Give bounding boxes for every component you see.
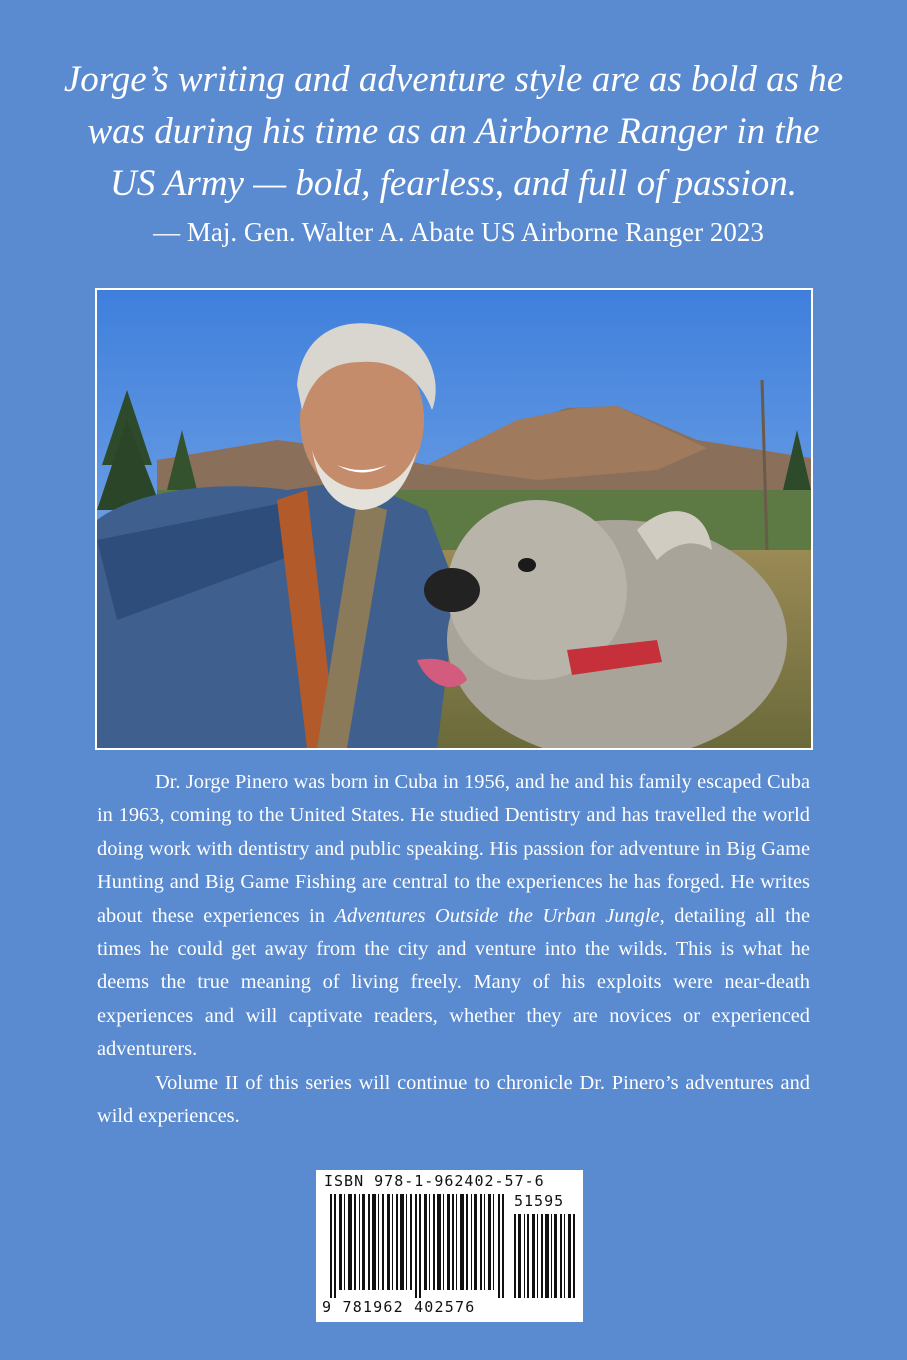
- quote-line: US Army — bold, fearless, and full of passion.: [110, 163, 797, 204]
- isbn-barcode: [316, 1170, 583, 1322]
- author-bio: [97, 766, 810, 1133]
- barcode-digits: 9 781962 402576: [322, 1298, 476, 1316]
- endorsement-quote: [0, 54, 907, 250]
- bio-text: Dr. Jorge Pinero was born in Cuba in 1956, and he and his family escaped Cuba in 1963, coming to the United States. He studied Dentistry and has travelled the world doing work with dentistry and public speaking. His passion for adventure in Big Game Hunting and Big Game Fishing are central to the experiences he has forged. He writes about these experiences in: [97, 771, 810, 927]
- author-photo-illustration: [97, 290, 811, 748]
- ean-bars: [330, 1194, 505, 1298]
- bio-paragraph: Volume II of this series will continue to chronicle Dr. Pinero’s adventures and wild experiences.: [97, 1071, 810, 1128]
- price-code: 51595: [514, 1192, 565, 1210]
- quote-line: was during his time as an Airborne Ranger in the: [87, 111, 820, 152]
- bio-paragraph: [97, 766, 810, 1067]
- author-photo: [95, 288, 813, 750]
- quote-line: Jorge’s writing and adventure style are as bold as he: [63, 59, 844, 100]
- quote-attribution: — Maj. Gen. Walter A. Abate US Airborne Ranger 2023: [153, 217, 764, 247]
- bio-text: , detailing all the times he could get away from the city and venture into the wilds. This is what he deems the true meaning of living freely. Many of his exploits were near-death experiences and will captivate readers, whether they are novices or experienced adventurers.: [97, 904, 810, 1061]
- addon-bars: [514, 1214, 576, 1298]
- isbn-number: ISBN 978-1-962402-57-6: [324, 1172, 545, 1190]
- book-title: Adventures Outside the Urban Jungle: [334, 904, 660, 927]
- quote-text: [0, 54, 907, 210]
